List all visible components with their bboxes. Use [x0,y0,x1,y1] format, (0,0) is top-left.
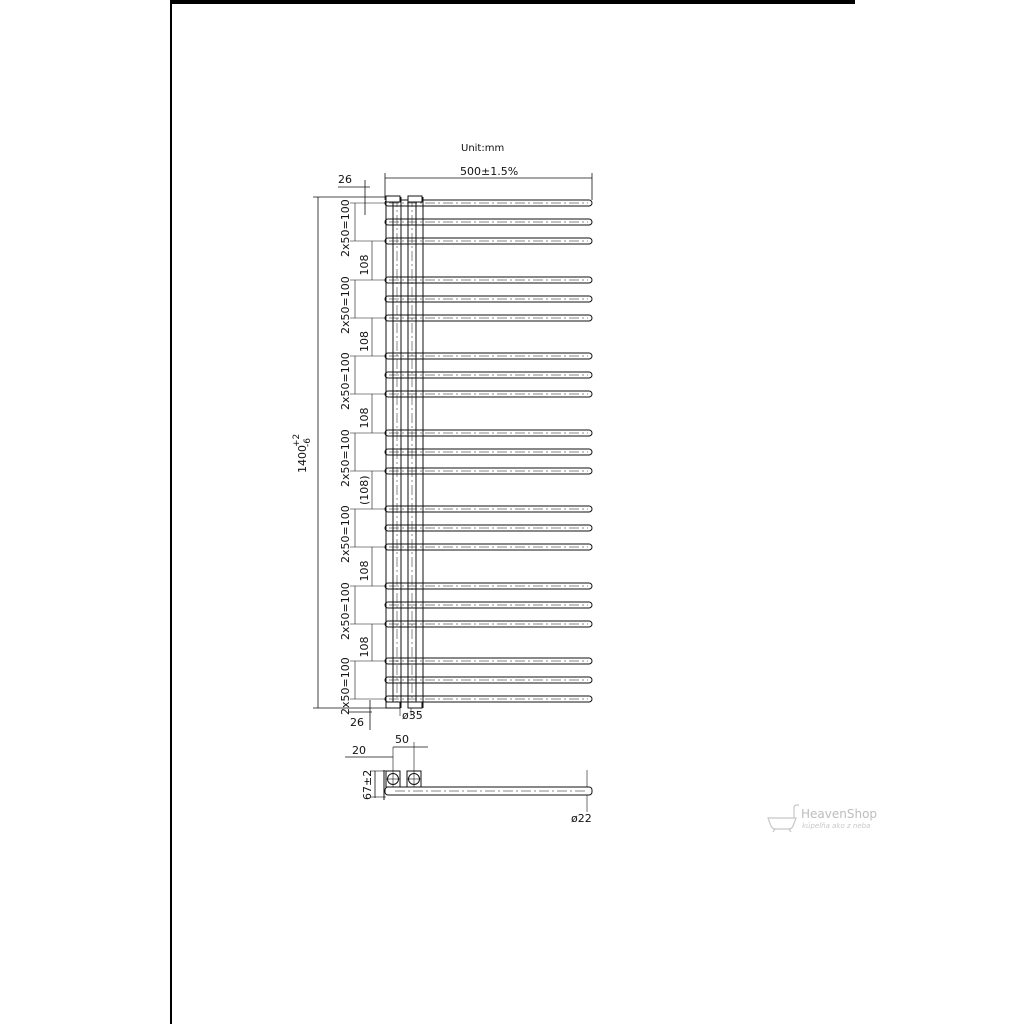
bar-diameter-label: ø22 [571,812,592,825]
watermark-tagline: kúpeľňa ako z neba [802,822,871,830]
collector-cap [408,702,422,708]
pitch-label: 2x50=100 [339,199,352,257]
height-tolerance-plus: +2 [292,433,302,447]
side-view [384,770,592,800]
unit-label: Unit:mm [461,143,505,154]
bathtub-icon [768,805,799,832]
side-offset-label: 20 [352,744,366,757]
spacing-label: 108 [358,331,371,352]
spacing-label: 108 [358,407,371,429]
spacing-label: 108 [358,636,371,658]
watermark-name: HeavenShop [801,807,878,821]
top-gap-label: 26 [338,173,352,186]
pitch-label: 2x50=100 [339,276,352,334]
spacing-labels [358,255,371,658]
collector-cap [386,196,400,202]
spacing-label: 108 [358,254,371,276]
side-depth-label: 67±2 [361,769,374,800]
collector-cap [408,196,422,202]
side-depth-group [361,770,374,800]
pitch-labels [339,199,352,715]
spacing-label: (108) [358,475,371,505]
collector-cap [386,702,400,708]
pitch-label: 2x50=100 [339,352,352,410]
total-height-label: 1400 [296,445,309,473]
diameter-collector-label: ø35 [402,709,423,722]
bottom-gap-label: 26 [350,716,364,729]
pitch-label: 2x50=100 [339,429,352,487]
spacing-label: 108 [358,560,371,582]
height-tolerance-minus: -6 [303,438,313,447]
pitch-label: 2x50=100 [339,657,352,715]
total-height-group [292,434,313,473]
width-dimension-label: 500±1.5% [460,165,519,178]
side-spacing-label: 50 [395,733,409,746]
pitch-label: 2x50=100 [339,505,352,563]
heavenshop-watermark [768,805,877,832]
pitch-label: 2x50=100 [339,582,352,640]
